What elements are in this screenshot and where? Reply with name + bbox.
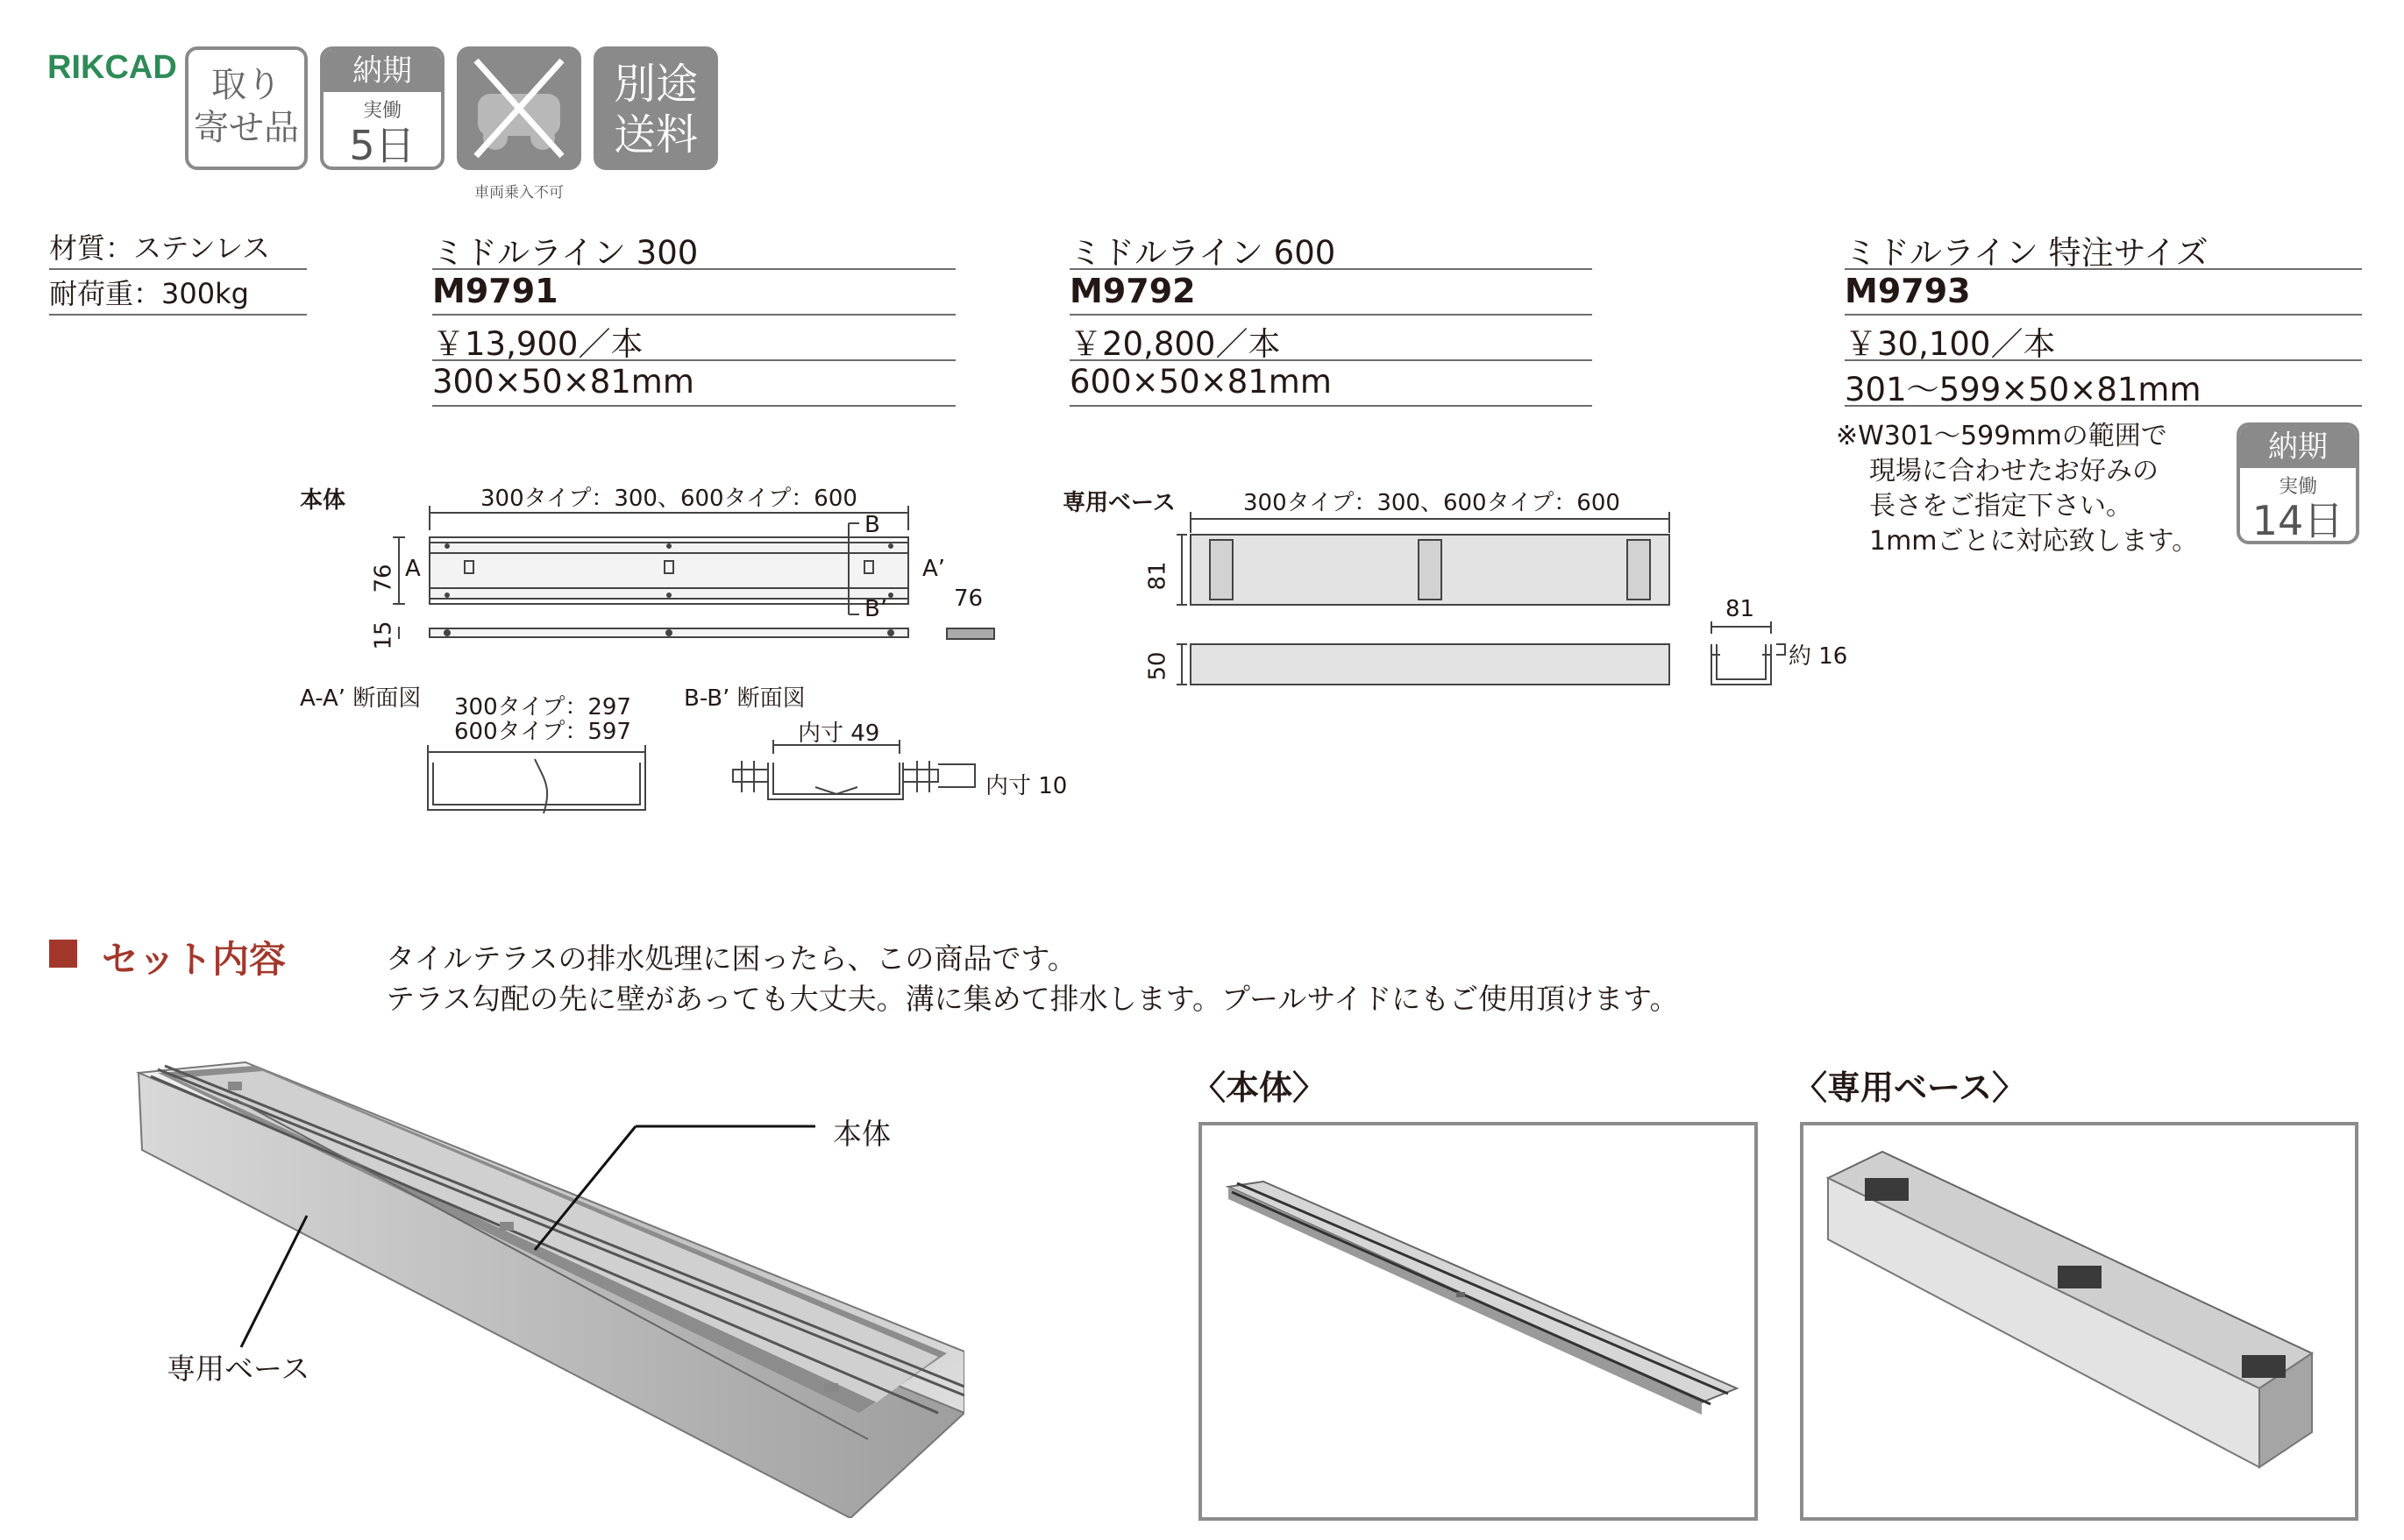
order-badge-line2: 寄せ品: [194, 108, 299, 148]
order-item-badge: [185, 46, 308, 170]
product-assembly-image: [123, 1027, 964, 1518]
body-side-width: 76: [954, 585, 984, 612]
base-side-section-drawing: [1706, 618, 1794, 697]
product-name-custom: ミドルライン 特注サイズ: [1845, 226, 2362, 270]
body-drawing-title: 本体: [300, 487, 346, 514]
lead-time-14-sub: 実働: [2278, 476, 2317, 498]
base-height-50: 50: [1144, 651, 1171, 681]
base-photo-caption: 〈専用ベース〉: [1794, 1068, 2026, 1107]
body-photo-image: [1202, 1125, 1754, 1517]
section-label-b2: B’: [864, 596, 888, 622]
body-photo-caption: 〈本体〉: [1192, 1068, 1326, 1107]
base-side-width: 81: [1725, 596, 1755, 622]
body-photo-frame: [1198, 1122, 1758, 1521]
aa-section-title: A-A’ 断面図: [300, 685, 422, 712]
section-label-b: B: [864, 512, 880, 538]
base-photo-image: [1803, 1125, 2355, 1517]
custom-note-line4: 1mmごとに対応致します。: [1869, 526, 2199, 557]
lead-time-title: 納期: [324, 50, 441, 92]
product-size-600: 600×50×81mm: [1070, 363, 1592, 407]
lead-time-badge: [320, 46, 445, 170]
product-code-300: M9791: [432, 272, 956, 316]
custom-note-line2: 現場に合わせたお好みの: [1869, 456, 2159, 486]
section-label-a: A: [405, 556, 421, 582]
ship-badge-line1: 別途: [613, 60, 698, 109]
product-size-300: 300×50×81mm: [432, 363, 956, 407]
section-label-a2: A’: [922, 556, 946, 582]
custom-size-note: [1836, 419, 2198, 559]
aa-dim-600: 600タイプ：597: [454, 719, 631, 745]
order-badge-line1: 取り: [211, 65, 281, 105]
aa-dim-300: 300タイプ：297: [454, 694, 631, 720]
base-drawing: [1157, 508, 1701, 701]
base-drawing-title: 専用ベース: [1063, 490, 1176, 516]
lead-time-14-badge: [2237, 422, 2359, 544]
product-price-custom: ￥30,100／本: [1845, 317, 2362, 361]
no-vehicle-caption: 車両乗入不可: [474, 184, 564, 202]
product-size-custom: 301～599×50×81mm: [1845, 363, 2362, 407]
body-height-15: 15: [370, 621, 397, 650]
body-height-76: 76: [370, 564, 397, 593]
product-name-300: ミドルライン 300: [432, 226, 956, 270]
bb-section-drawing: [728, 736, 991, 815]
separate-shipping-badge: [594, 46, 718, 170]
set-description-2: テラス勾配の先に壁があっても大丈夫。溝に集めて排水します。プールサイドにもご使用頂けます。: [386, 982, 1679, 1016]
ship-badge-line2: 送料: [613, 110, 698, 160]
product-code-custom: M9793: [1845, 272, 2362, 316]
bb-section-title: B-B’ 断面図: [684, 685, 806, 712]
base-photo-frame: [1800, 1122, 2358, 1521]
lead-time-14-title: 納期: [2240, 426, 2356, 468]
material-spec: 材質：ステンレス: [49, 226, 307, 270]
body-top-view-drawing: [368, 504, 1035, 679]
body-dim-top: 300タイプ：300、600タイプ：600: [480, 486, 857, 512]
lead-time-14-value: 14日: [2251, 497, 2344, 544]
custom-note-line1: ※W301～599mmの範囲で: [1836, 421, 2167, 451]
aa-section-drawing: [421, 743, 658, 813]
brand-logo: RIKCAD: [47, 49, 177, 86]
product-price-300: ￥13,900／本: [432, 317, 956, 361]
no-vehicle-icon: [460, 50, 578, 167]
no-vehicle-badge: [457, 46, 581, 170]
callout-body-label: 本体: [833, 1117, 891, 1151]
base-height-81: 81: [1144, 561, 1171, 591]
load-spec: 耐荷重：300kg: [49, 272, 307, 316]
set-content-title: セット内容: [102, 938, 287, 981]
lead-time-value: 5日: [349, 122, 416, 169]
bb-inner-10: 内寸 10: [985, 773, 1068, 799]
callout-base-label: 専用ベース: [167, 1352, 310, 1386]
bb-inner-49: 内寸 49: [798, 720, 880, 747]
lead-time-sub: 実働: [362, 100, 402, 122]
product-code-600: M9792: [1070, 272, 1592, 316]
section-marker: [49, 940, 77, 968]
set-description-1: タイルテラスの排水処理に困ったら、この商品です。: [386, 941, 1077, 976]
base-dim-top: 300タイプ：300、600タイプ：600: [1243, 490, 1620, 516]
product-price-600: ￥20,800／本: [1070, 317, 1592, 361]
custom-note-line3: 長さをご指定下さい。: [1869, 491, 2132, 522]
product-name-600: ミドルライン 600: [1070, 226, 1592, 270]
base-side-height: 約 16: [1789, 643, 1848, 670]
